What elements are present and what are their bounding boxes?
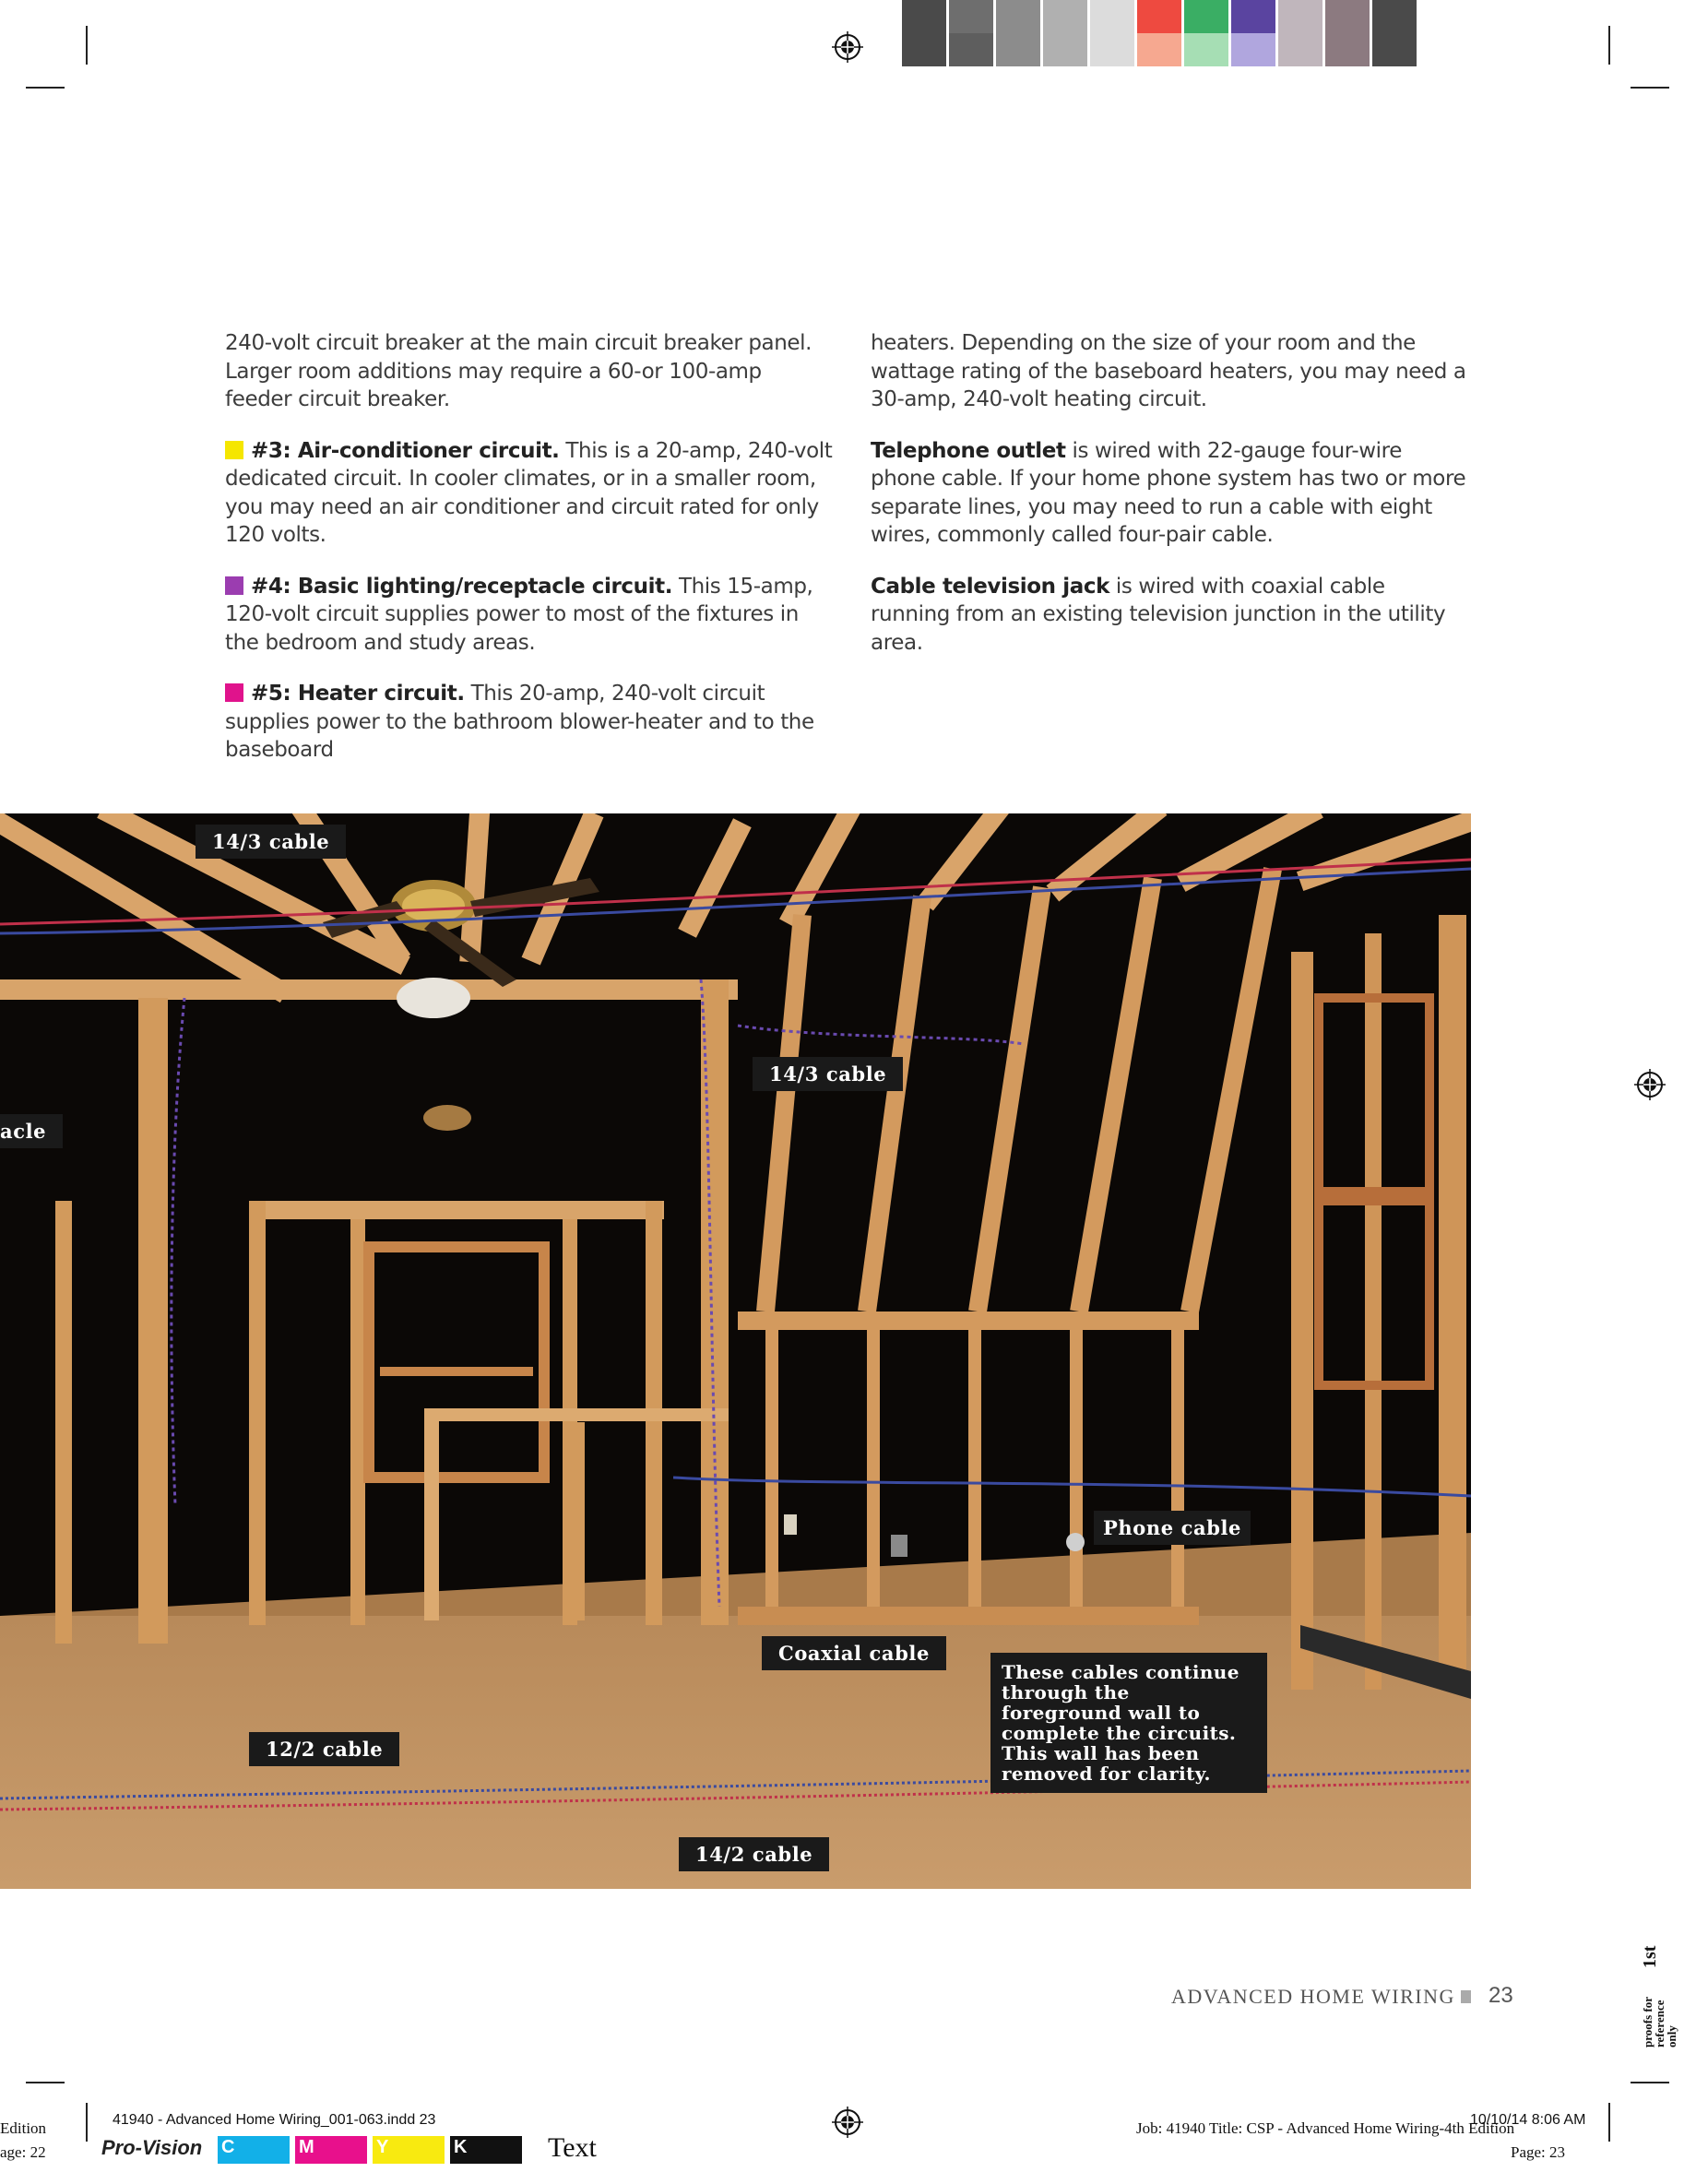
- telephone-outlet-paragraph: [871, 437, 1470, 550]
- cable-label-14-3-top: 14/3 cable: [196, 825, 346, 859]
- crop-mark: [26, 2082, 65, 2083]
- circuit-item-title: #3: Air-conditioner circuit.: [251, 438, 560, 463]
- magenta-key-swatch: [225, 683, 243, 702]
- proof-line-4: only: [1665, 2025, 1678, 2048]
- circuit-item-text: This is a 20-amp, 240-volt dedicated circuit. In cooler climates, or in a smaller room, you may need an air conditioner and circuit rated for only 120 volts.: [225, 438, 833, 547]
- right-text-column: [871, 329, 1470, 680]
- cyan-swatch: C: [218, 2136, 290, 2164]
- black-swatch: K: [450, 2136, 522, 2164]
- paragraph-title: Telephone outlet: [871, 438, 1066, 463]
- proof-line-1: 1st: [1640, 1945, 1660, 1968]
- yellow-key-swatch: [225, 441, 243, 459]
- slug-text-label: Text: [548, 2132, 597, 2163]
- registration-target-icon: [832, 2107, 863, 2138]
- cable-label-12-2: 12/2 cable: [249, 1732, 399, 1766]
- color-swatch: [1372, 0, 1417, 66]
- yellow-swatch: Y: [373, 2136, 445, 2164]
- slug-job-info: Job: 41940 Title: CSP - Advanced Home Wiring-4th Edition: [1136, 2119, 1515, 2137]
- cable-tv-paragraph: [871, 573, 1470, 658]
- left-text-column: [225, 329, 834, 788]
- proof-stamp: [1640, 1928, 1680, 2048]
- slug-file-name: 41940 - Advanced Home Wiring_001-063.indd 23: [113, 2112, 436, 2128]
- print-color-bar: [902, 0, 1419, 66]
- color-swatch: [1137, 0, 1181, 66]
- purple-key-swatch: [225, 576, 243, 595]
- registration-target-icon: [832, 31, 863, 63]
- color-swatch: [1184, 0, 1228, 66]
- circuit-item-5: [225, 680, 834, 765]
- left-intro-paragraph: 240-volt circuit breaker at the main circuit breaker panel. Larger room additions may require a 60-or 100-amp feeder circuit breaker.: [225, 331, 812, 411]
- crop-mark: [26, 87, 65, 89]
- color-swatch: [1325, 0, 1370, 66]
- paragraph-text: is wired with 22-gauge four-wire phone cable. If your home phone system has two or more separate lines, you may need to run a cable with eight wires, commonly called four-pair cable.: [871, 438, 1466, 547]
- running-head: ADVANCED HOME WIRING: [1171, 1985, 1455, 2008]
- provision-logo: Pro-Vision: [101, 2136, 203, 2159]
- slug-left-edition: Edition: [0, 2119, 47, 2137]
- footer-separator: [1461, 1990, 1471, 2003]
- phone-cable-label: Phone cable: [1094, 1511, 1251, 1545]
- paragraph-title: Cable television jack: [871, 574, 1109, 599]
- proof-line-3: reference: [1653, 2000, 1666, 2048]
- page-number: 23: [1488, 1983, 1513, 2008]
- color-swatch: [902, 0, 946, 66]
- framing-photo: [0, 813, 1471, 1889]
- paragraph-text: is wired with coaxial cable running from an existing television junction in the utility area.: [871, 574, 1446, 655]
- crop-mark: [86, 26, 88, 65]
- slug-page: Page: 23: [1511, 2143, 1566, 2161]
- circuit-item-title: #4: Basic lighting/receptacle circuit.: [251, 574, 673, 599]
- color-swatch: [1043, 0, 1087, 66]
- circuit-item-title: #5: Heater circuit.: [251, 682, 465, 706]
- proof-line-2: proofs for: [1641, 1996, 1654, 2048]
- color-swatch: [1090, 0, 1134, 66]
- cable-label-14-3-mid: 14/3 cable: [753, 1057, 903, 1091]
- crop-mark: [1608, 26, 1610, 65]
- magenta-swatch: M: [295, 2136, 367, 2164]
- color-swatch: [949, 0, 993, 66]
- right-intro-paragraph: heaters. Depending on the size of your room and the wattage rating of the baseboard heaters, you may need a 30-amp, 240-volt heating circuit.: [871, 331, 1466, 411]
- registration-target-icon: [1634, 1069, 1666, 1100]
- crop-mark: [1608, 2103, 1610, 2142]
- circuit-item-3: [225, 437, 834, 550]
- circuit-item-text: This 15-amp, 120-volt circuit supplies power to most of the fixtures in the bedroom and study areas.: [225, 574, 813, 655]
- clarity-note: These cables continue through the foreground wall to complete the circuits. This wall has been removed for clarity.: [990, 1653, 1267, 1793]
- color-swatch: [1278, 0, 1322, 66]
- crop-mark: [1631, 2082, 1669, 2083]
- circuit-item-4: [225, 573, 834, 658]
- circuit-item-text: This 20-amp, 240-volt circuit supplies power to the bathroom blower-heater and to the baseboard: [225, 682, 814, 762]
- color-swatch: [1231, 0, 1275, 66]
- color-swatch: [996, 0, 1040, 66]
- crop-mark: [1631, 87, 1669, 89]
- coaxial-cable-label: Coaxial cable: [762, 1636, 946, 1670]
- crop-mark: [86, 2103, 88, 2142]
- cable-label-14-2: 14/2 cable: [679, 1837, 829, 1871]
- slug-date: 10/10/14 8:06 AM: [1470, 2112, 1586, 2128]
- receptacle-label-partial: acle: [0, 1114, 63, 1148]
- slug-left-page: age: 22: [0, 2143, 46, 2161]
